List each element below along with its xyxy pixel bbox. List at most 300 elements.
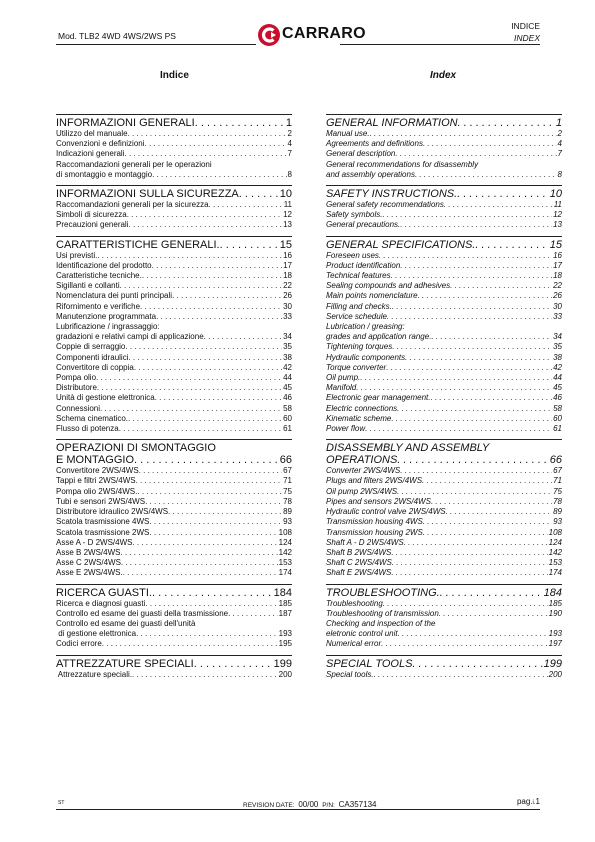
- leader-dots: [100, 404, 282, 414]
- footer-revision: [243, 800, 378, 809]
- toc-section: [56, 114, 292, 180]
- toc-entry[interactable]: [326, 629, 562, 639]
- leader-dots: [139, 466, 282, 476]
- section-title-text: GENERAL SPECIFICATIONS.: [326, 238, 476, 251]
- toc-entry[interactable]: [56, 497, 292, 507]
- section-page-number: 10: [279, 188, 292, 201]
- entry-page-number: 22: [283, 281, 292, 291]
- toc-entry[interactable]: [56, 160, 292, 170]
- leader-dots: [172, 291, 282, 301]
- entry-title: grades and application range.: [326, 332, 432, 342]
- leader-dots: [128, 414, 282, 424]
- leader-dots: [415, 170, 557, 180]
- page-label: pag.: [516, 797, 533, 806]
- leader-dots: [391, 271, 552, 281]
- entry-page-number: 78: [553, 496, 562, 506]
- toc-entry[interactable]: [326, 139, 562, 149]
- entry-title: Tappi e filtri 2WS/4WS: [56, 476, 136, 486]
- leader-dots: [140, 302, 282, 312]
- entry-page-number: 46: [283, 393, 292, 403]
- leader-dots: [400, 466, 552, 476]
- entry-title: Shaft A - D 2WS/4WS: [326, 537, 404, 547]
- toc-entry[interactable]: [326, 568, 562, 578]
- leader-dots: [422, 476, 552, 486]
- toc-section-title[interactable]: [326, 188, 562, 200]
- toc-entry[interactable]: [326, 487, 562, 497]
- entry-page-number: 142: [278, 547, 292, 557]
- toc-entry[interactable]: [56, 404, 292, 414]
- toc-entry[interactable]: [56, 373, 292, 383]
- toc-entry[interactable]: [56, 342, 292, 352]
- toc-entry[interactable]: [56, 291, 292, 301]
- entry-title: Asse A - D 2WS/4WS: [56, 537, 133, 547]
- toc-entry[interactable]: [56, 353, 292, 363]
- leader-dots: [136, 629, 278, 639]
- toc-entry[interactable]: [326, 404, 562, 414]
- entry-title: di gestione elettronica: [56, 629, 137, 639]
- entry-title: Manutenzione programmata: [56, 311, 157, 321]
- entry-title: Electronic gear management.: [326, 393, 431, 403]
- toc-entry[interactable]: [56, 517, 292, 527]
- toc-entry[interactable]: [326, 220, 562, 230]
- toc-entry[interactable]: [326, 393, 562, 403]
- entry-title: Technical features: [326, 271, 391, 281]
- entry-title: General recommendations for disassembly: [326, 159, 479, 169]
- entry-page-number: 30: [283, 301, 292, 311]
- toc-section-title[interactable]: [56, 454, 292, 466]
- entry-page-number: 71: [283, 476, 292, 486]
- toc-entry[interactable]: [326, 281, 562, 291]
- entry-page-number: 7: [287, 149, 292, 159]
- entry-title: Attrezzature speciali.: [56, 669, 133, 679]
- leader-dots: [365, 424, 552, 434]
- toc-entry[interactable]: [326, 373, 562, 383]
- toc-entry[interactable]: [56, 568, 292, 578]
- toc-entry[interactable]: [326, 517, 562, 527]
- leader-dots: [418, 291, 552, 301]
- toc-entry[interactable]: [56, 507, 292, 517]
- section-page-number: 66: [279, 454, 292, 467]
- section-title-text: DISASSEMBLY AND ASSEMBLY: [326, 442, 490, 455]
- section-title-text: ATTREZZATURE SPECIALI: [56, 657, 194, 670]
- entry-page-number: 42: [553, 362, 562, 372]
- header-rule-left: [56, 44, 256, 45]
- entry-page-number: 174: [278, 568, 292, 578]
- leader-dots: [152, 170, 286, 180]
- leader-dots: [121, 558, 278, 568]
- toc-section-title[interactable]: [326, 239, 562, 251]
- leader-dots: [145, 599, 277, 609]
- section-title-text: OPERAZIONI DI SMONTAGGIO: [56, 442, 216, 455]
- entry-page-number: 2: [557, 129, 562, 138]
- leader-dots: [134, 454, 279, 466]
- toc-entry[interactable]: [56, 383, 292, 393]
- entry-page-number: 46: [553, 393, 562, 403]
- leader-dots: [400, 261, 552, 271]
- leader-dots: [398, 629, 548, 639]
- toc-entry[interactable]: [56, 393, 292, 403]
- toc-entry[interactable]: [326, 210, 562, 220]
- entry-title: Manual use.: [326, 129, 370, 138]
- entry-page-number: 58: [283, 403, 292, 413]
- leader-dots: [239, 188, 279, 200]
- toc-section-title[interactable]: [326, 442, 562, 454]
- toc-entry[interactable]: [56, 476, 292, 486]
- entry-title: and assembly operations: [326, 169, 415, 179]
- entry-page-number: 67: [283, 466, 292, 476]
- leader-dots: [129, 220, 283, 230]
- entry-title: Shaft C 2WS/4WS: [326, 558, 392, 568]
- toc-entry[interactable]: [56, 639, 292, 649]
- toc-entry[interactable]: [56, 271, 292, 281]
- toc-entry[interactable]: [326, 353, 562, 363]
- entry-page-number: 45: [283, 383, 292, 393]
- entry-page-number: 35: [553, 342, 562, 352]
- entry-title: Flusso di potenza: [56, 424, 119, 434]
- leader-dots: [374, 670, 548, 680]
- entry-page-number: 8: [287, 169, 292, 179]
- leader-dots: [431, 497, 552, 507]
- toc-section: [326, 185, 562, 231]
- toc-entry[interactable]: [326, 322, 562, 332]
- leader-dots: [446, 507, 553, 517]
- entry-page-number: 38: [283, 352, 292, 362]
- entry-title: gradazioni e relativi campi di applicazione: [56, 332, 204, 342]
- entry-title: di smontaggio e montaggio: [56, 169, 153, 179]
- entry-title: Usi previsti.: [56, 250, 98, 260]
- entry-page-number: 30: [553, 301, 562, 311]
- leader-dots: [431, 393, 553, 403]
- entry-title: Codici errore: [56, 639, 102, 649]
- toc-entry[interactable]: [326, 383, 562, 393]
- toc-section-title[interactable]: [326, 658, 562, 670]
- entry-title: Oil pump.: [326, 373, 361, 383]
- leader-dots: [145, 497, 282, 507]
- entry-page-number: 12: [283, 210, 292, 220]
- entry-page-number: 17: [553, 260, 562, 270]
- leader-dots: [439, 609, 548, 619]
- entry-page-number: 12: [553, 210, 562, 220]
- title-index: Index: [430, 70, 457, 81]
- toc-entry[interactable]: [56, 466, 292, 476]
- leader-dots: [195, 117, 285, 129]
- toc-entry[interactable]: [56, 670, 292, 680]
- entry-page-number: 18: [283, 271, 292, 281]
- toc-entry[interactable]: [326, 342, 562, 352]
- entry-page-number: 153: [278, 558, 292, 568]
- toc-entry[interactable]: [326, 507, 562, 517]
- section-page-number: 199: [543, 657, 562, 670]
- toc-entry[interactable]: [56, 149, 292, 159]
- entry-title: Distributore idraulico 2WS/4WS: [56, 507, 169, 517]
- leader-dots: [397, 487, 552, 497]
- entry-title: Controllo ed esame dei guasti della trasmissione: [56, 608, 229, 618]
- toc-entry[interactable]: [326, 251, 562, 261]
- leader-dots: [457, 188, 549, 200]
- toc-entry[interactable]: [56, 129, 292, 139]
- leader-dots: [475, 239, 548, 251]
- leader-dots: [412, 658, 542, 670]
- toc-section-title[interactable]: [56, 239, 292, 251]
- entry-title: Schema cinematico.: [56, 413, 129, 423]
- leader-dots: [128, 353, 282, 363]
- toc-entry[interactable]: [56, 170, 292, 180]
- leader-dots: [405, 353, 552, 363]
- toc-entry[interactable]: [56, 528, 292, 538]
- entry-page-number: 34: [553, 332, 562, 342]
- entry-title: Utilizzo del manuale: [56, 129, 128, 138]
- entry-title: Oil pump 2WS/4WS: [326, 486, 398, 496]
- entry-title: Power flow: [326, 424, 366, 434]
- toc-section: [56, 584, 292, 650]
- entry-title: Sigillanti e collanti: [56, 281, 120, 291]
- toc-entry[interactable]: [56, 281, 292, 291]
- entry-title: Rifornimento e verifiche: [56, 301, 141, 311]
- toc-entry[interactable]: [56, 139, 292, 149]
- entry-page-number: 174: [548, 568, 562, 578]
- entry-page-number: 42: [283, 362, 292, 372]
- entry-title: Manifold: [326, 383, 357, 393]
- toc-entry[interactable]: [56, 424, 292, 434]
- entry-page-number: 61: [553, 424, 562, 434]
- header-index-it: INDICE: [511, 21, 540, 31]
- toc-entry[interactable]: [326, 302, 562, 312]
- section-title-text: GENERAL INFORMATION: [326, 117, 458, 129]
- entry-title: Troubleshooting of transmission: [326, 608, 439, 618]
- leader-dots: [102, 639, 278, 649]
- entry-page-number: 185: [278, 598, 292, 608]
- leader-dots: [132, 538, 277, 548]
- model-label: Mod. TLB2 4WD 4WS/2WS PS: [58, 31, 176, 41]
- toc-entry[interactable]: [56, 619, 292, 629]
- leader-dots: [209, 200, 283, 210]
- toc-entry[interactable]: [326, 129, 562, 139]
- leader-dots: [392, 342, 552, 352]
- entry-page-number: 60: [283, 413, 292, 423]
- toc-entry[interactable]: [56, 599, 292, 609]
- toc-entry[interactable]: [56, 302, 292, 312]
- leader-dots: [120, 548, 277, 558]
- toc-entry[interactable]: [56, 548, 292, 558]
- toc-entry[interactable]: [56, 538, 292, 548]
- leader-dots: [127, 210, 282, 220]
- entry-title: Agreements and definitions: [326, 139, 423, 149]
- toc-entry[interactable]: [326, 261, 562, 271]
- section-title-text: RICERCA GUASTI.: [56, 586, 152, 599]
- toc-entry[interactable]: [326, 200, 562, 210]
- leader-dots: [381, 639, 548, 649]
- leader-dots: [228, 609, 278, 619]
- entry-title: Transmission housing 2WS: [326, 527, 423, 537]
- toc-entry[interactable]: [326, 271, 562, 281]
- leader-dots: [391, 568, 547, 578]
- leader-dots: [123, 568, 278, 578]
- entry-title: Simboli di sicurezza: [56, 210, 127, 220]
- leader-dots: [360, 373, 552, 383]
- toc-entry[interactable]: [326, 312, 562, 322]
- toc-entry[interactable]: [326, 538, 562, 548]
- entry-title: Raccomandazioni generali per la sicurezza: [56, 200, 209, 210]
- toc-entry[interactable]: [56, 322, 292, 332]
- leader-dots: [391, 548, 547, 558]
- leader-dots: [142, 271, 282, 281]
- toc-section-title[interactable]: [326, 587, 562, 599]
- toc-entry[interactable]: [56, 629, 292, 639]
- leader-dots: [444, 200, 553, 210]
- leader-dots: [97, 383, 282, 393]
- entry-title: Safety symbols.: [326, 210, 383, 220]
- entry-page-number: 11: [283, 200, 292, 210]
- entry-page-number: 89: [283, 507, 292, 517]
- toc-entry[interactable]: [326, 558, 562, 568]
- toc-entry[interactable]: [56, 251, 292, 261]
- entry-page-number: 197: [548, 639, 562, 649]
- entry-page-number: 33: [553, 311, 562, 321]
- toc-entry[interactable]: [56, 332, 292, 342]
- toc-entry[interactable]: [326, 363, 562, 373]
- toc-section-title[interactable]: [56, 658, 292, 670]
- toc-section-title[interactable]: [56, 117, 292, 129]
- section-page-number: 15: [279, 238, 292, 251]
- toc-entry[interactable]: [326, 599, 562, 609]
- entry-title: Shaft E 2WS/4WS: [326, 568, 392, 578]
- brand-name: CARRARO: [282, 25, 366, 42]
- leader-dots: [397, 454, 548, 466]
- leader-dots: [119, 424, 282, 434]
- toc-entry[interactable]: [56, 487, 292, 497]
- section-title-text: E MONTAGGIO: [56, 454, 135, 467]
- entry-title: Lubrificazione / ingrassaggio:: [56, 322, 160, 332]
- toc-entry[interactable]: [326, 497, 562, 507]
- toc-entry[interactable]: [326, 332, 562, 342]
- entry-page-number: 13: [553, 220, 562, 230]
- leader-dots: [423, 528, 548, 538]
- leader-dots: [370, 129, 557, 139]
- entry-page-number: 4: [557, 139, 562, 149]
- entry-page-number: 124: [278, 537, 292, 547]
- toc-entry[interactable]: [326, 528, 562, 538]
- toc-section: [326, 655, 562, 680]
- entry-page-number: 89: [553, 507, 562, 517]
- entry-title: Asse E 2WS/4WS.: [56, 568, 123, 578]
- toc-entry[interactable]: [56, 312, 292, 322]
- leader-dots: [391, 414, 552, 424]
- leader-dots: [458, 117, 555, 129]
- entry-page-number: 35: [283, 342, 292, 352]
- toc-section: [56, 236, 292, 435]
- leader-dots: [392, 558, 548, 568]
- page-num: 1: [535, 797, 540, 806]
- entry-title: Tightening torques: [326, 342, 393, 352]
- entry-page-number: 190: [548, 608, 562, 618]
- entry-title: Kinematic scheme: [326, 413, 392, 423]
- entry-page-number: 185: [548, 598, 562, 608]
- leader-dots: [168, 507, 282, 517]
- section-title-text: INFORMAZIONI SULLA SICUREZZA: [56, 188, 239, 201]
- entry-title: eletronic control unit: [326, 629, 398, 639]
- toc-entry[interactable]: [56, 210, 292, 220]
- toc-entry[interactable]: [326, 291, 562, 301]
- entry-title: General description: [326, 149, 396, 159]
- toc-section-title[interactable]: [326, 117, 562, 129]
- entry-page-number: 75: [553, 486, 562, 496]
- entry-title: Hydraulic control valve 2WS/4WS: [326, 507, 446, 517]
- entry-page-number: 44: [283, 373, 292, 383]
- toc-entry[interactable]: [326, 424, 562, 434]
- leader-dots: [145, 139, 287, 149]
- entry-title: Tubi e sensori 2WS/4WS: [56, 496, 146, 506]
- toc-entry[interactable]: [326, 476, 562, 486]
- entry-page-number: 33: [283, 311, 292, 321]
- toc-section-title[interactable]: [56, 188, 292, 200]
- toc-entry[interactable]: [56, 220, 292, 230]
- toc-entry[interactable]: [326, 149, 562, 159]
- entry-title: Foreseen uses: [326, 250, 379, 260]
- section-page-number: 184: [543, 586, 562, 599]
- leader-dots: [149, 517, 282, 527]
- toc-entry[interactable]: [326, 670, 562, 680]
- entry-page-number: 2: [287, 129, 292, 138]
- entry-page-number: 7: [557, 149, 562, 159]
- leader-dots: [387, 312, 552, 322]
- entry-page-number: 124: [548, 537, 562, 547]
- entry-title: Plugs and filters 2WS/4WS: [326, 476, 423, 486]
- entry-title: Asse C 2WS/4WS: [56, 558, 121, 568]
- leader-dots: [450, 281, 552, 291]
- toc-section-title[interactable]: [56, 587, 292, 599]
- toc-entry[interactable]: [56, 363, 292, 373]
- entry-page-number: 26: [553, 291, 562, 301]
- leader-dots: [431, 332, 552, 342]
- leader-dots: [220, 239, 279, 251]
- entry-page-number: 200: [278, 669, 292, 679]
- revision-value: 00/00: [298, 800, 319, 809]
- toc-entry[interactable]: [56, 261, 292, 271]
- entry-page-number: 78: [283, 496, 292, 506]
- entry-page-number: 187: [278, 608, 292, 618]
- toc-entry[interactable]: [56, 414, 292, 424]
- entry-title: Converter 2WS/4WS: [326, 466, 401, 476]
- entry-title: Troubleshooting: [326, 598, 383, 608]
- entry-title: Pompa olio: [56, 373, 97, 383]
- entry-title: Nomenclatura dei punti principali: [56, 291, 173, 301]
- toc-entry[interactable]: [326, 548, 562, 558]
- entry-title: Ricerca e diagnosi guasti: [56, 598, 146, 608]
- entry-title: Sealing compounds and adhesives: [326, 281, 451, 291]
- toc-section-title[interactable]: [326, 454, 562, 466]
- toc-entry[interactable]: [56, 609, 292, 619]
- entry-page-number: 38: [553, 352, 562, 362]
- toc-entry[interactable]: [326, 160, 562, 170]
- toc-entry[interactable]: [326, 619, 562, 629]
- leader-dots: [120, 281, 283, 291]
- toc-section-title[interactable]: [56, 442, 292, 454]
- toc-entry[interactable]: [56, 558, 292, 568]
- toc-entry[interactable]: [326, 466, 562, 476]
- entry-page-number: 200: [548, 669, 562, 679]
- toc-entry[interactable]: [326, 639, 562, 649]
- section-page-number: 199: [273, 657, 292, 670]
- toc-entry[interactable]: [326, 609, 562, 619]
- toc-entry[interactable]: [326, 414, 562, 424]
- entry-page-number: 8: [557, 169, 562, 179]
- entry-page-number: 17: [283, 260, 292, 270]
- section-page-number: 66: [549, 454, 562, 467]
- toc-entry[interactable]: [56, 200, 292, 210]
- toc-entry[interactable]: [326, 170, 562, 180]
- section-title-text: SPECIAL TOOLS: [326, 657, 413, 670]
- entry-title: Pompa olio 2WS/4WS.: [56, 486, 138, 496]
